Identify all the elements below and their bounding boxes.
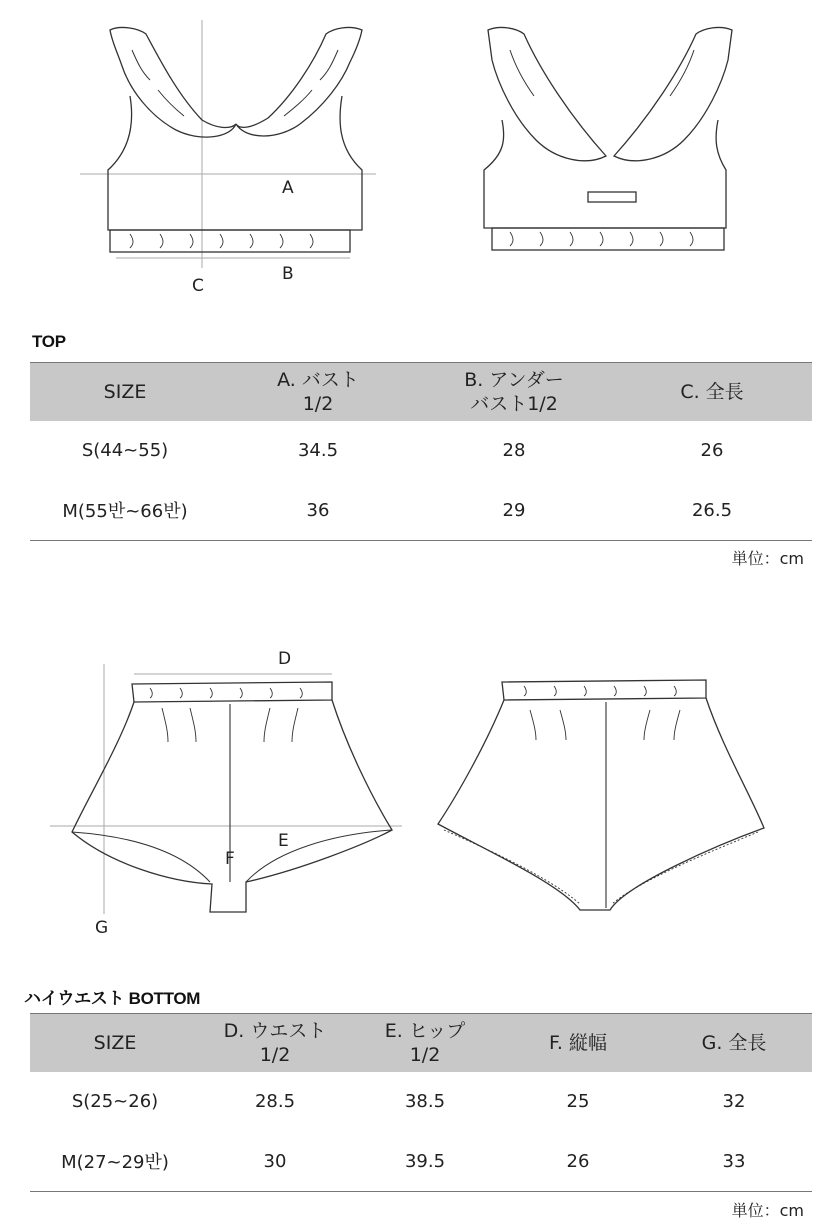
- measure-label-e: E: [278, 831, 289, 851]
- measure-label-c: C: [192, 276, 204, 296]
- top-unit-note: 単位：cm: [731, 549, 804, 568]
- bottom-size-table: [30, 1013, 812, 1192]
- header-size: SIZE: [30, 363, 220, 421]
- cell-value: 33: [656, 1132, 812, 1192]
- cell-value: 34.5: [297, 440, 339, 461]
- header-total-length: G. 全長: [656, 1014, 812, 1072]
- top-front-illustration: [80, 20, 380, 270]
- measure-label-d: D: [278, 649, 292, 669]
- cell-value: 38.5: [404, 1091, 446, 1112]
- cell-value: 25: [566, 1091, 590, 1112]
- header-waist: D. ウエスト 1/2: [200, 1014, 350, 1072]
- table-header-row: [30, 1014, 812, 1072]
- bottom-front-illustration: [50, 664, 410, 924]
- top-section-title: TOP: [32, 332, 66, 351]
- bottom-back-illustration: [430, 674, 770, 919]
- top-back-illustration: [480, 20, 740, 260]
- cell-size: M(55반~66반): [30, 481, 220, 541]
- table-header-row: [30, 363, 812, 421]
- cell-size: S(44~55): [81, 440, 169, 461]
- cell-value: 32: [722, 1091, 746, 1112]
- cell-value: 29: [416, 481, 612, 541]
- measure-label-f: F: [225, 849, 235, 869]
- cell-size: S(25~26): [71, 1091, 159, 1112]
- cell-value: 39.5: [350, 1132, 500, 1192]
- cell-value: 28: [502, 440, 526, 461]
- cell-value: 28.5: [254, 1091, 296, 1112]
- header-under-bust: B. アンダー バスト1/2: [416, 363, 612, 421]
- cell-value: 30: [200, 1132, 350, 1192]
- header-size: SIZE: [30, 1014, 200, 1072]
- header-rise: F. 縦幅: [500, 1014, 656, 1072]
- cell-value: 26: [500, 1132, 656, 1192]
- bottom-section-title: ハイウエスト BOTTOM: [24, 989, 201, 1008]
- measure-label-b: B: [282, 264, 294, 284]
- header-bust: A. バスト 1/2: [220, 363, 416, 421]
- table-row: [30, 1072, 812, 1132]
- table-row: [30, 1132, 812, 1192]
- cell-value: 36: [220, 481, 416, 541]
- table-row: [30, 481, 812, 541]
- measure-label-a: A: [282, 178, 294, 198]
- cell-value: 26: [700, 440, 724, 461]
- measure-label-g: G: [95, 918, 109, 938]
- table-row: [30, 421, 812, 481]
- bottom-unit-note: 単位：cm: [731, 1201, 804, 1220]
- header-hip: E. ヒップ 1/2: [350, 1014, 500, 1072]
- cell-size: M(27~29반): [30, 1132, 200, 1192]
- top-size-table: [30, 362, 812, 541]
- header-total-length: C. 全長: [612, 363, 812, 421]
- cell-value: 26.5: [612, 481, 812, 541]
